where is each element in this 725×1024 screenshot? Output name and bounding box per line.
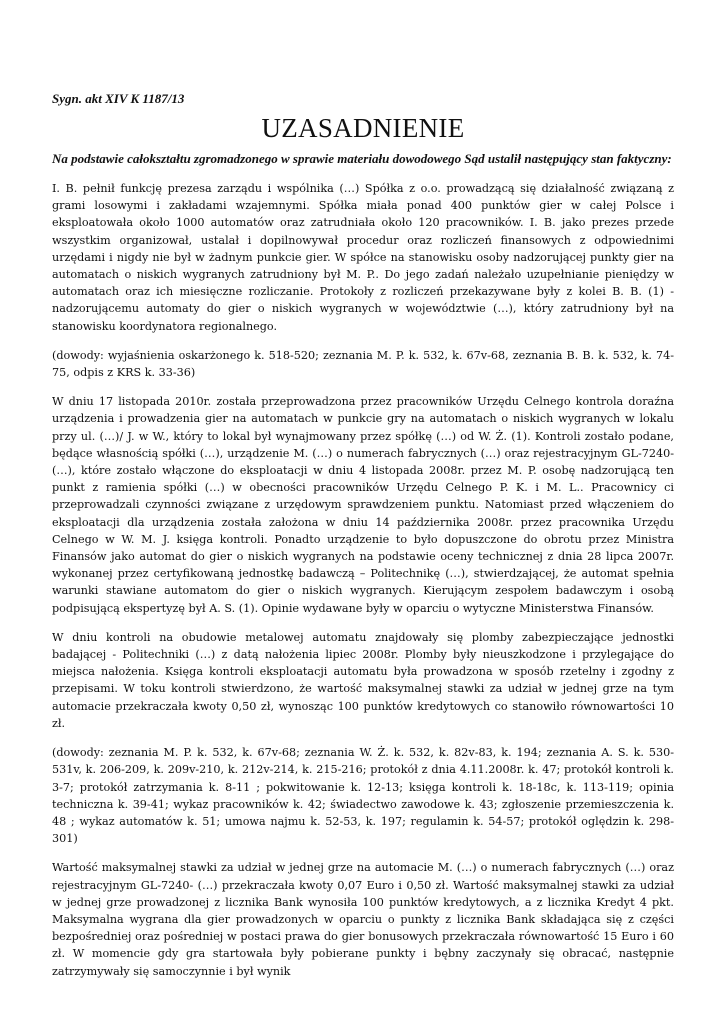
document-page — [52, 90, 674, 992]
intro-statement: Na podstawie całokształtu zgromadzonego w sprawie materiału dowodowego Sąd ustalił następujący stan faktyczny: — [52, 151, 672, 166]
case-signature: Sygn. akt XIV K 1187/13 — [52, 91, 185, 106]
paragraph-inspection-findings: W dniu kontroli na obudowie metalowej automatu znajdowały się plomby zabezpieczające jednostki badającej - Politechniki (…) z datą nałożenia lipiec 2008r. Plomby były nieuszkodzone i przylegające do miejsca nałożenia. Księga kontroli eksploatacji automatu była prowadzona w sposób rzetelny i zgodny z przepisami. W toku kontroli stwierdzono, że wartość maksymalnej stawki za udział w jednej grze na tym automacie przekraczała kwoty 0,50 zł, wynosząc 100 punktów kredytowych co stanowiło równowartości 10 zł. — [52, 630, 674, 730]
paragraph-inspection: W dniu 17 listopada 2010r. została przeprowadzona przez pracowników Urzędu Celnego kontrola doraźna urządzenia i prowadzenia gier na automatach w punkcie gry na automatach o niskich wygranych w lokalu przy ul. (…)/ J. w W., który to lokal był wynajmowany przez spółkę (…) od W. Ż. (1). Kontroli zostało podane, będące własnością spółki (…), urządzenie M. (…) o numerach fabrycznych (…) oraz rejestracyjnym GL-7240- (…), które zostało włączone do eksploatacji w dniu 4 listopada 2008r. przez M. P. osobę nadzorującą ten punkt z ramienia spółki (…) w obecności pracowników Urzędu Celnego P. K. i M. L.. Pracownicy ci przeprowadzali czynności związane z urzędowym sprawdzeniem punktu. Natomiast przed włączeniem do eksploatacji dla urządzenia została założona w dniu 14 października 2008r. przez pracownika Urzędu Celnego w W. M. J. księga kontroli. Ponadto urządzenie to było dopuszczone do obrotu przez Ministra Finansów jako automat do gier o niskich wygranych na podstawie oceny technicznej z dnia 28 lipca 2007r. wykonanej przez certyfikowaną jednostkę badawczą – Politechnikę (…), stwierdzającej, że automat spełnia warunki stawiane automatom do gier o niskich wygranych. Kierującym zespołem badawczym i osobą podpisującą ekspertyzę był A. S. (1). Opinie wydawane były w oparciu o wytyczne Ministerstwa Finansów. — [52, 395, 674, 615]
paragraph-defendant-role: I. B. pełnił funkcję prezesa zarządu i wspólnika (…) Spółka z o.o. prowadzącą się działalność związaną z grami losowymi i zakładami wzajemnymi. Spółka miała ponad 400 punktów gier w całej Polsce i eksploatowała około 1000 automatów oraz zatrudniała około 120 pracowników. I. B. jako prezes przede wszystkim organizował, ustalał i dopilnowywał procedur oraz rozliczeń finansowych z odpowiednimi urzędami i nigdy nie był w żadnym punkcie gier. W spółce na stanowisku osoby nadzorującej punkty gier na automatach o niskich wygranych zatrudniony był M. P.. Do jego zadań należało uzupełnianie pieniędzy w automatach oraz ich miesięczne rozliczanie. Protokoły z rozliczeń przekazywane były z kolei B. B. (1) - nadzorującemu automaty do gier o niskich wygranych w województwie (…), który zatrudniony był na stanowisku koordynatora regionalnego. — [52, 182, 674, 333]
paragraph-evidence-2: (dowody: zeznania M. P. k. 532, k. 67v-68; zeznania W. Ż. k. 532, k. 82v-83, k. 194; zeznania A. S. k. 530-531v, k. 206-209, k. 209v-210, k. 212v-214, k. 215-216; protokół z dnia 4.11.2008r. k. 47; protokół kontroli k. 3-7; protokół zatrzymania k. 8-11 ; pokwitowanie k. 12-13; księga kontroli k. 18-18c, k. 113-119; opinia techniczna k. 39-41; wykaz pracowników k. 42; świadectwo zawodowe k. 43; zgłoszenie przemieszczenia k. 48 ; wykaz automatów k. 51; umowa najmu k. 52-53, k. 197; regulamin k. 54-57; protokół oględzin k. 298- 301) — [52, 746, 674, 846]
paragraph-evidence-1: (dowody: wyjaśnienia oskarżonego k. 518-520; zeznania M. P. k. 532, k. 67v-68, zeznania B. B. k. 532, k. 74-75, odpis z KRS k. 33-36) — [52, 348, 674, 380]
page-title: UZASADNIENIE — [261, 113, 465, 143]
paragraph-stake-values: Wartość maksymalnej stawki za udział w jednej grze na automacie M. (…) o numerach fabrycznych (…) oraz rejestracyjnym GL-7240- (…) przekraczała kwoty 0,07 Euro i 0,50 zł. Wartość maksymalnej stawki za udział w jednej grze prowadzonej z licznika Bank wynosiła 100 punktów kredytowych, a z licznika Kredyt 4 pkt. Maksymalna wygrana dla gier prowadzonych w oparciu o punkty z licznika Bank składająca się z części bezpośredniej oraz pośredniej w postaci prawa do gier bonusowych przekraczała równowartość 15 Euro i 60 zł. W momencie gdy gra startowała były pobierane punkty i bębny zaczynały się obracać, następnie zatrzymywały się samoczynnie i był wynik — [52, 861, 674, 978]
